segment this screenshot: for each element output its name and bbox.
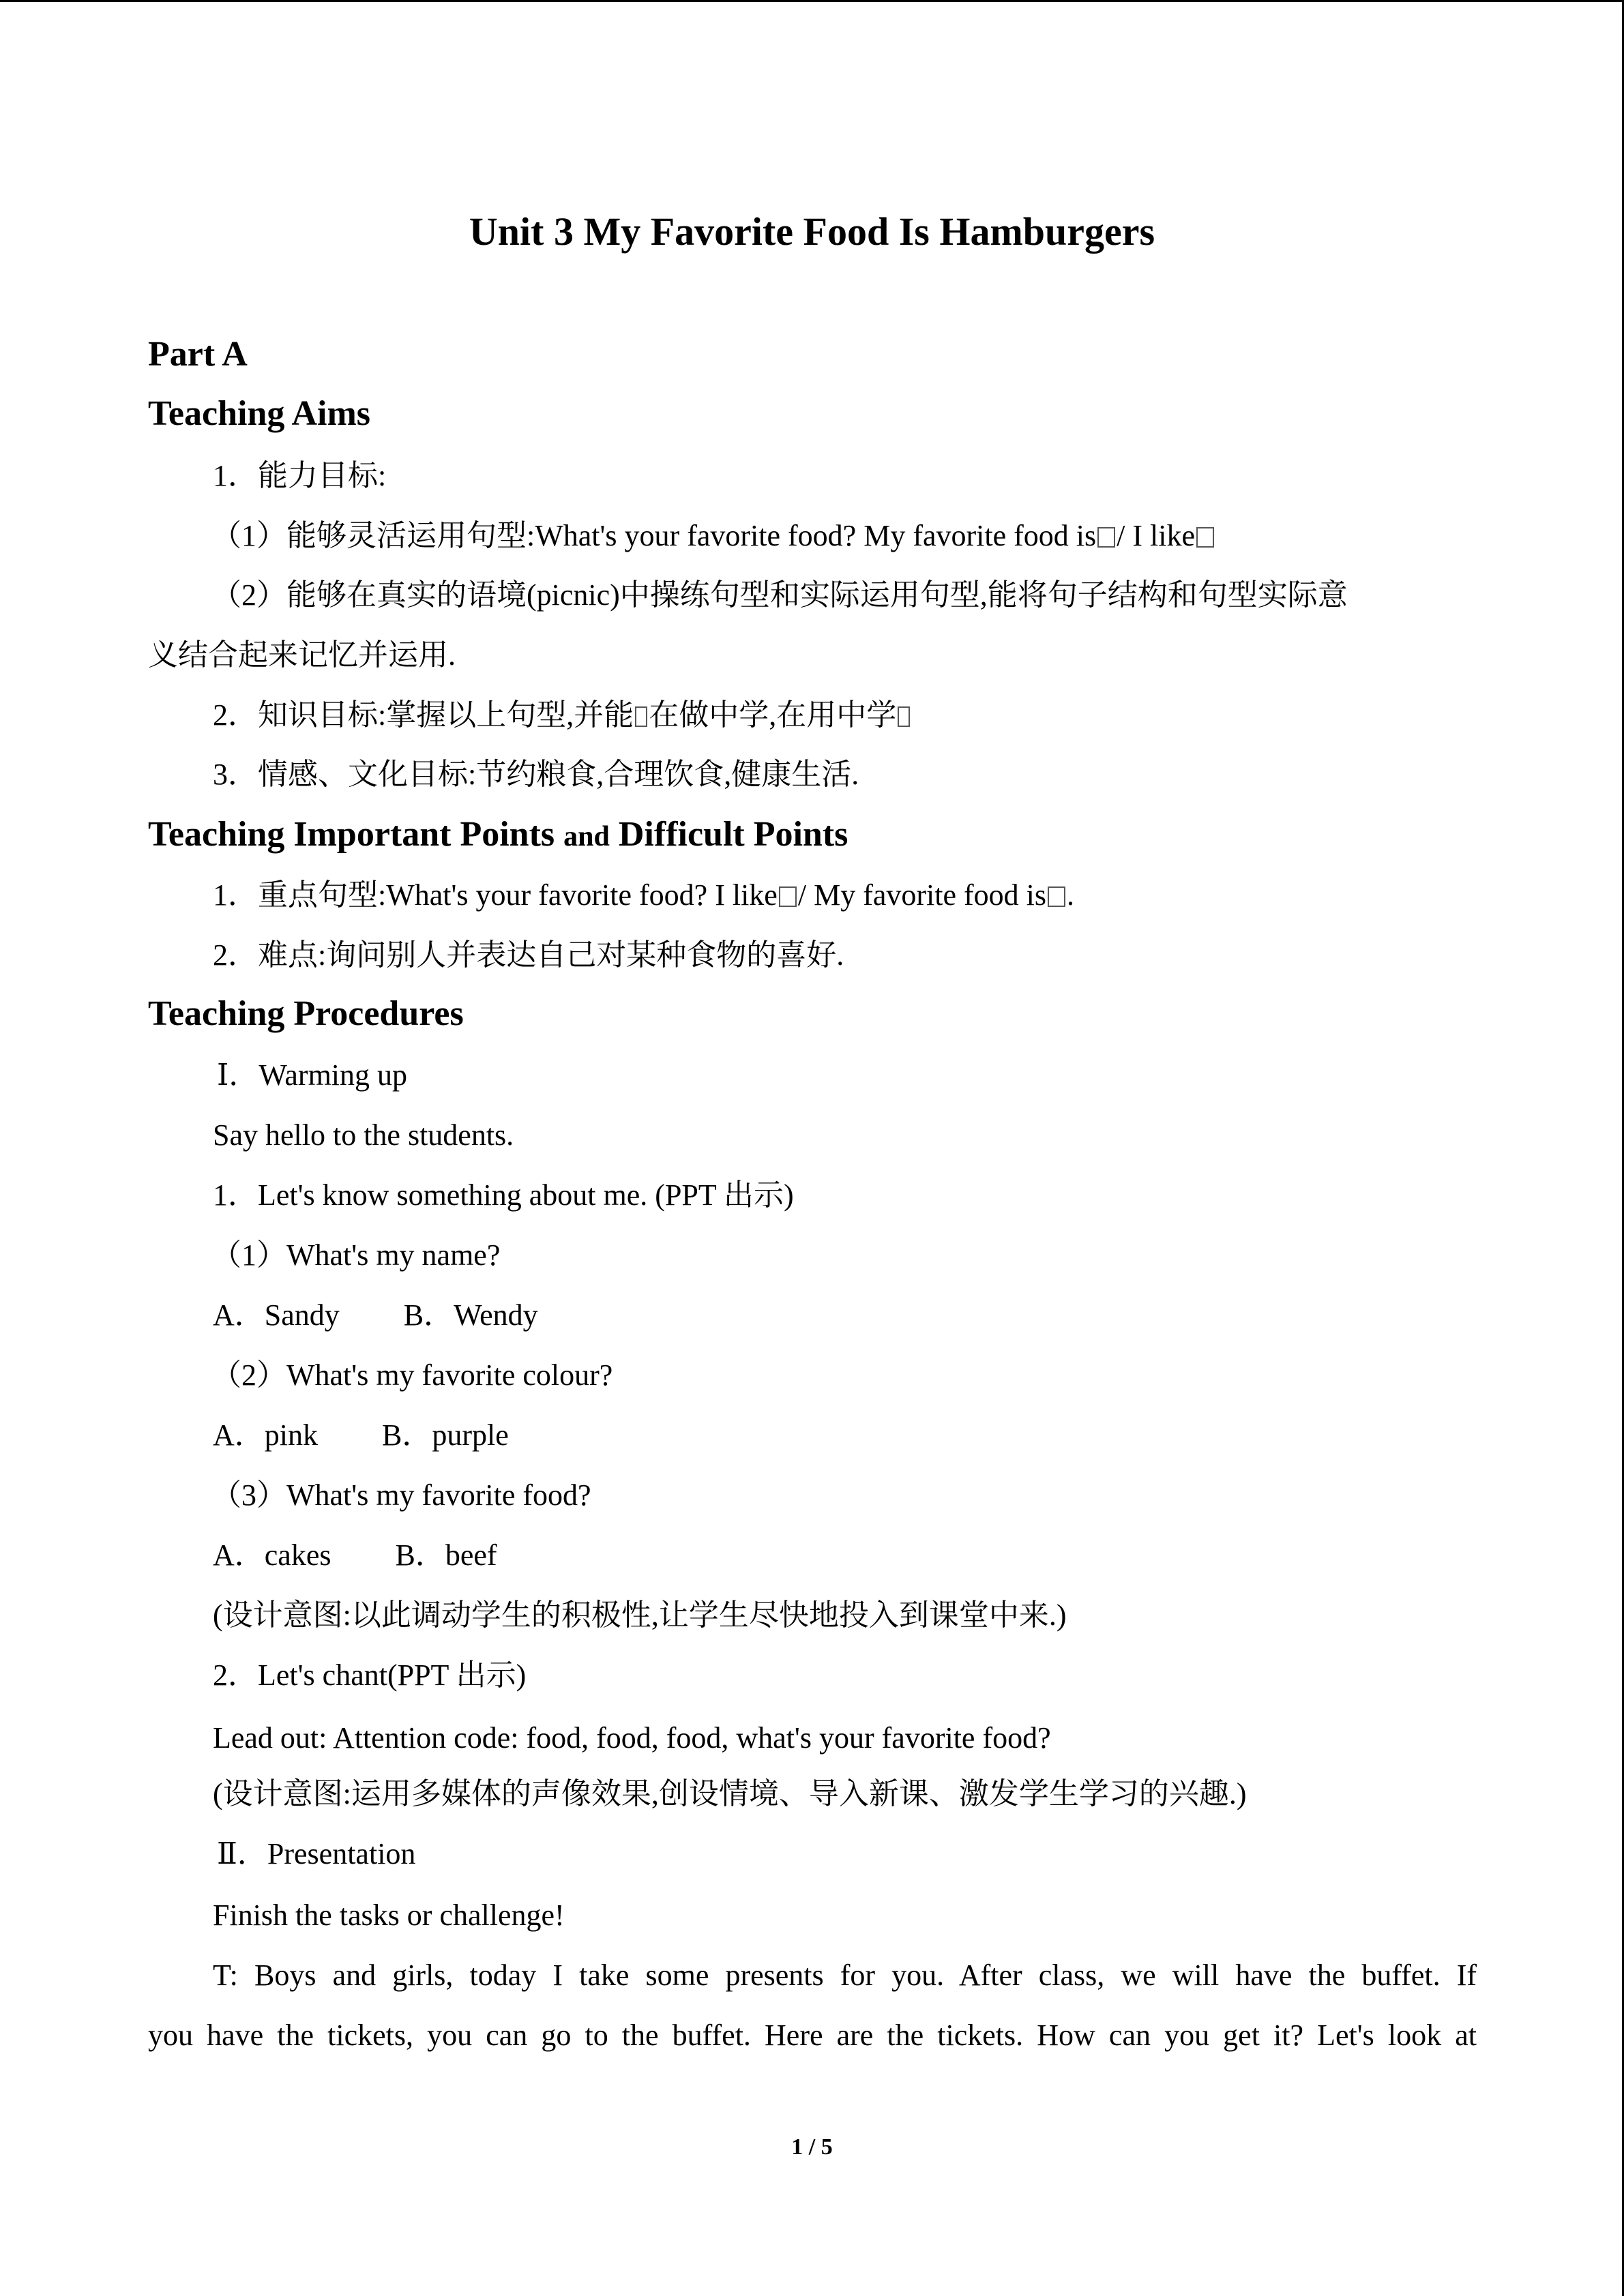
- point-1-text-c: .: [1067, 878, 1075, 912]
- aim-2-text-b: 在做中学,在用中学: [649, 698, 897, 732]
- aim-2-text-a: 2．知识目标:掌握以上句型,并能: [213, 698, 634, 732]
- procedures-heading: Teaching Procedures: [148, 994, 464, 1033]
- aim-1: 1．能力目标:: [213, 459, 387, 492]
- task-2: 2．Let's chant(PPT 出示): [213, 1658, 527, 1692]
- aim-1-2-line2: 义结合起来记忆并运用.: [148, 638, 456, 672]
- point-1-text-a: 1．重点句型:What's your favorite food? I like: [213, 878, 778, 912]
- aim-3: 3．情感、文化目标:节约粮食,合理饮食,健康生活.: [213, 758, 859, 791]
- placeholder-box: [1048, 886, 1065, 907]
- option-b: B．purple: [382, 1418, 509, 1452]
- aim-1-1-text-b: / I like: [1117, 519, 1195, 552]
- option-a: A．Sandy: [213, 1298, 340, 1332]
- question-1-options: [213, 1295, 538, 1336]
- task-1: 1．Let's know something about me. (PPT 出示): [213, 1178, 794, 1212]
- aim-1-1-text-a: （1）能够灵活运用句型:What's your favorite food? My favorite food is: [211, 519, 1097, 552]
- point-1-text-b: / My favorite food is: [797, 878, 1047, 912]
- points-heading-b: Difficult Points: [609, 815, 848, 854]
- paragraph-line-1: T: Boys and girls, today I take some presents for you. After class, we will have the buffet. If: [213, 1958, 1477, 1992]
- step-2-presentation: Ⅱ．Presentation: [217, 1837, 416, 1870]
- placeholder-box: [635, 706, 647, 727]
- points-heading-a: Teaching Important Points: [148, 815, 564, 854]
- page-number: 1 / 5: [791, 2134, 833, 2160]
- paragraph-line-2: you have the tickets, you can go to the buffet. Here are the tickets. How can you get it? Let's look at: [148, 2018, 1477, 2052]
- option-a: A．cakes: [213, 1538, 331, 1572]
- placeholder-box: [1097, 527, 1115, 548]
- step-1-warming-up: Ⅰ．Warming up: [217, 1058, 408, 1092]
- option-b: B．beef: [395, 1538, 497, 1572]
- lead-out: Lead out: Attention code: food, food, food, what's your favorite food?: [213, 1721, 1051, 1755]
- placeholder-box: [898, 706, 910, 727]
- placeholder-box: [779, 886, 797, 907]
- finish-tasks: Finish the tasks or challenge!: [213, 1898, 565, 1932]
- document-title: Unit 3 My Favorite Food Is Hamburgers: [469, 209, 1155, 254]
- points-heading-and: and: [563, 821, 610, 852]
- question-1: （1）What's my name?: [211, 1238, 501, 1272]
- question-3-options: [213, 1535, 497, 1576]
- placeholder-box: [1196, 527, 1214, 548]
- option-a: A．pink: [213, 1418, 318, 1452]
- teaching-aims-heading: Teaching Aims: [148, 394, 371, 433]
- question-2-options: [213, 1415, 509, 1456]
- point-2: 2．难点:询问别人并表达自己对某种食物的喜好.: [213, 938, 844, 972]
- aim-2: [213, 695, 911, 736]
- point-1: [213, 875, 1074, 916]
- aim-1-1: [211, 516, 1215, 556]
- points-heading: [148, 814, 848, 857]
- question-3: （3）What's my favorite food?: [211, 1478, 591, 1512]
- design-intent-1: (设计意图:以此调动学生的积极性,让学生尽快地投入到课堂中来.): [213, 1598, 1067, 1632]
- design-intent-2: (设计意图:运用多媒体的声像效果,创设情境、导入新课、激发学生学习的兴趣.): [213, 1777, 1247, 1810]
- question-2: （2）What's my favorite colour?: [211, 1358, 613, 1392]
- aim-1-2-line1: （2）能够在真实的语境(picnic)中操练句型和实际运用句型,能将句子结构和句型实际意: [211, 578, 1348, 612]
- part-heading: Part A: [148, 335, 248, 374]
- option-b: B．Wendy: [403, 1298, 538, 1332]
- say-hello: Say hello to the students.: [213, 1118, 514, 1152]
